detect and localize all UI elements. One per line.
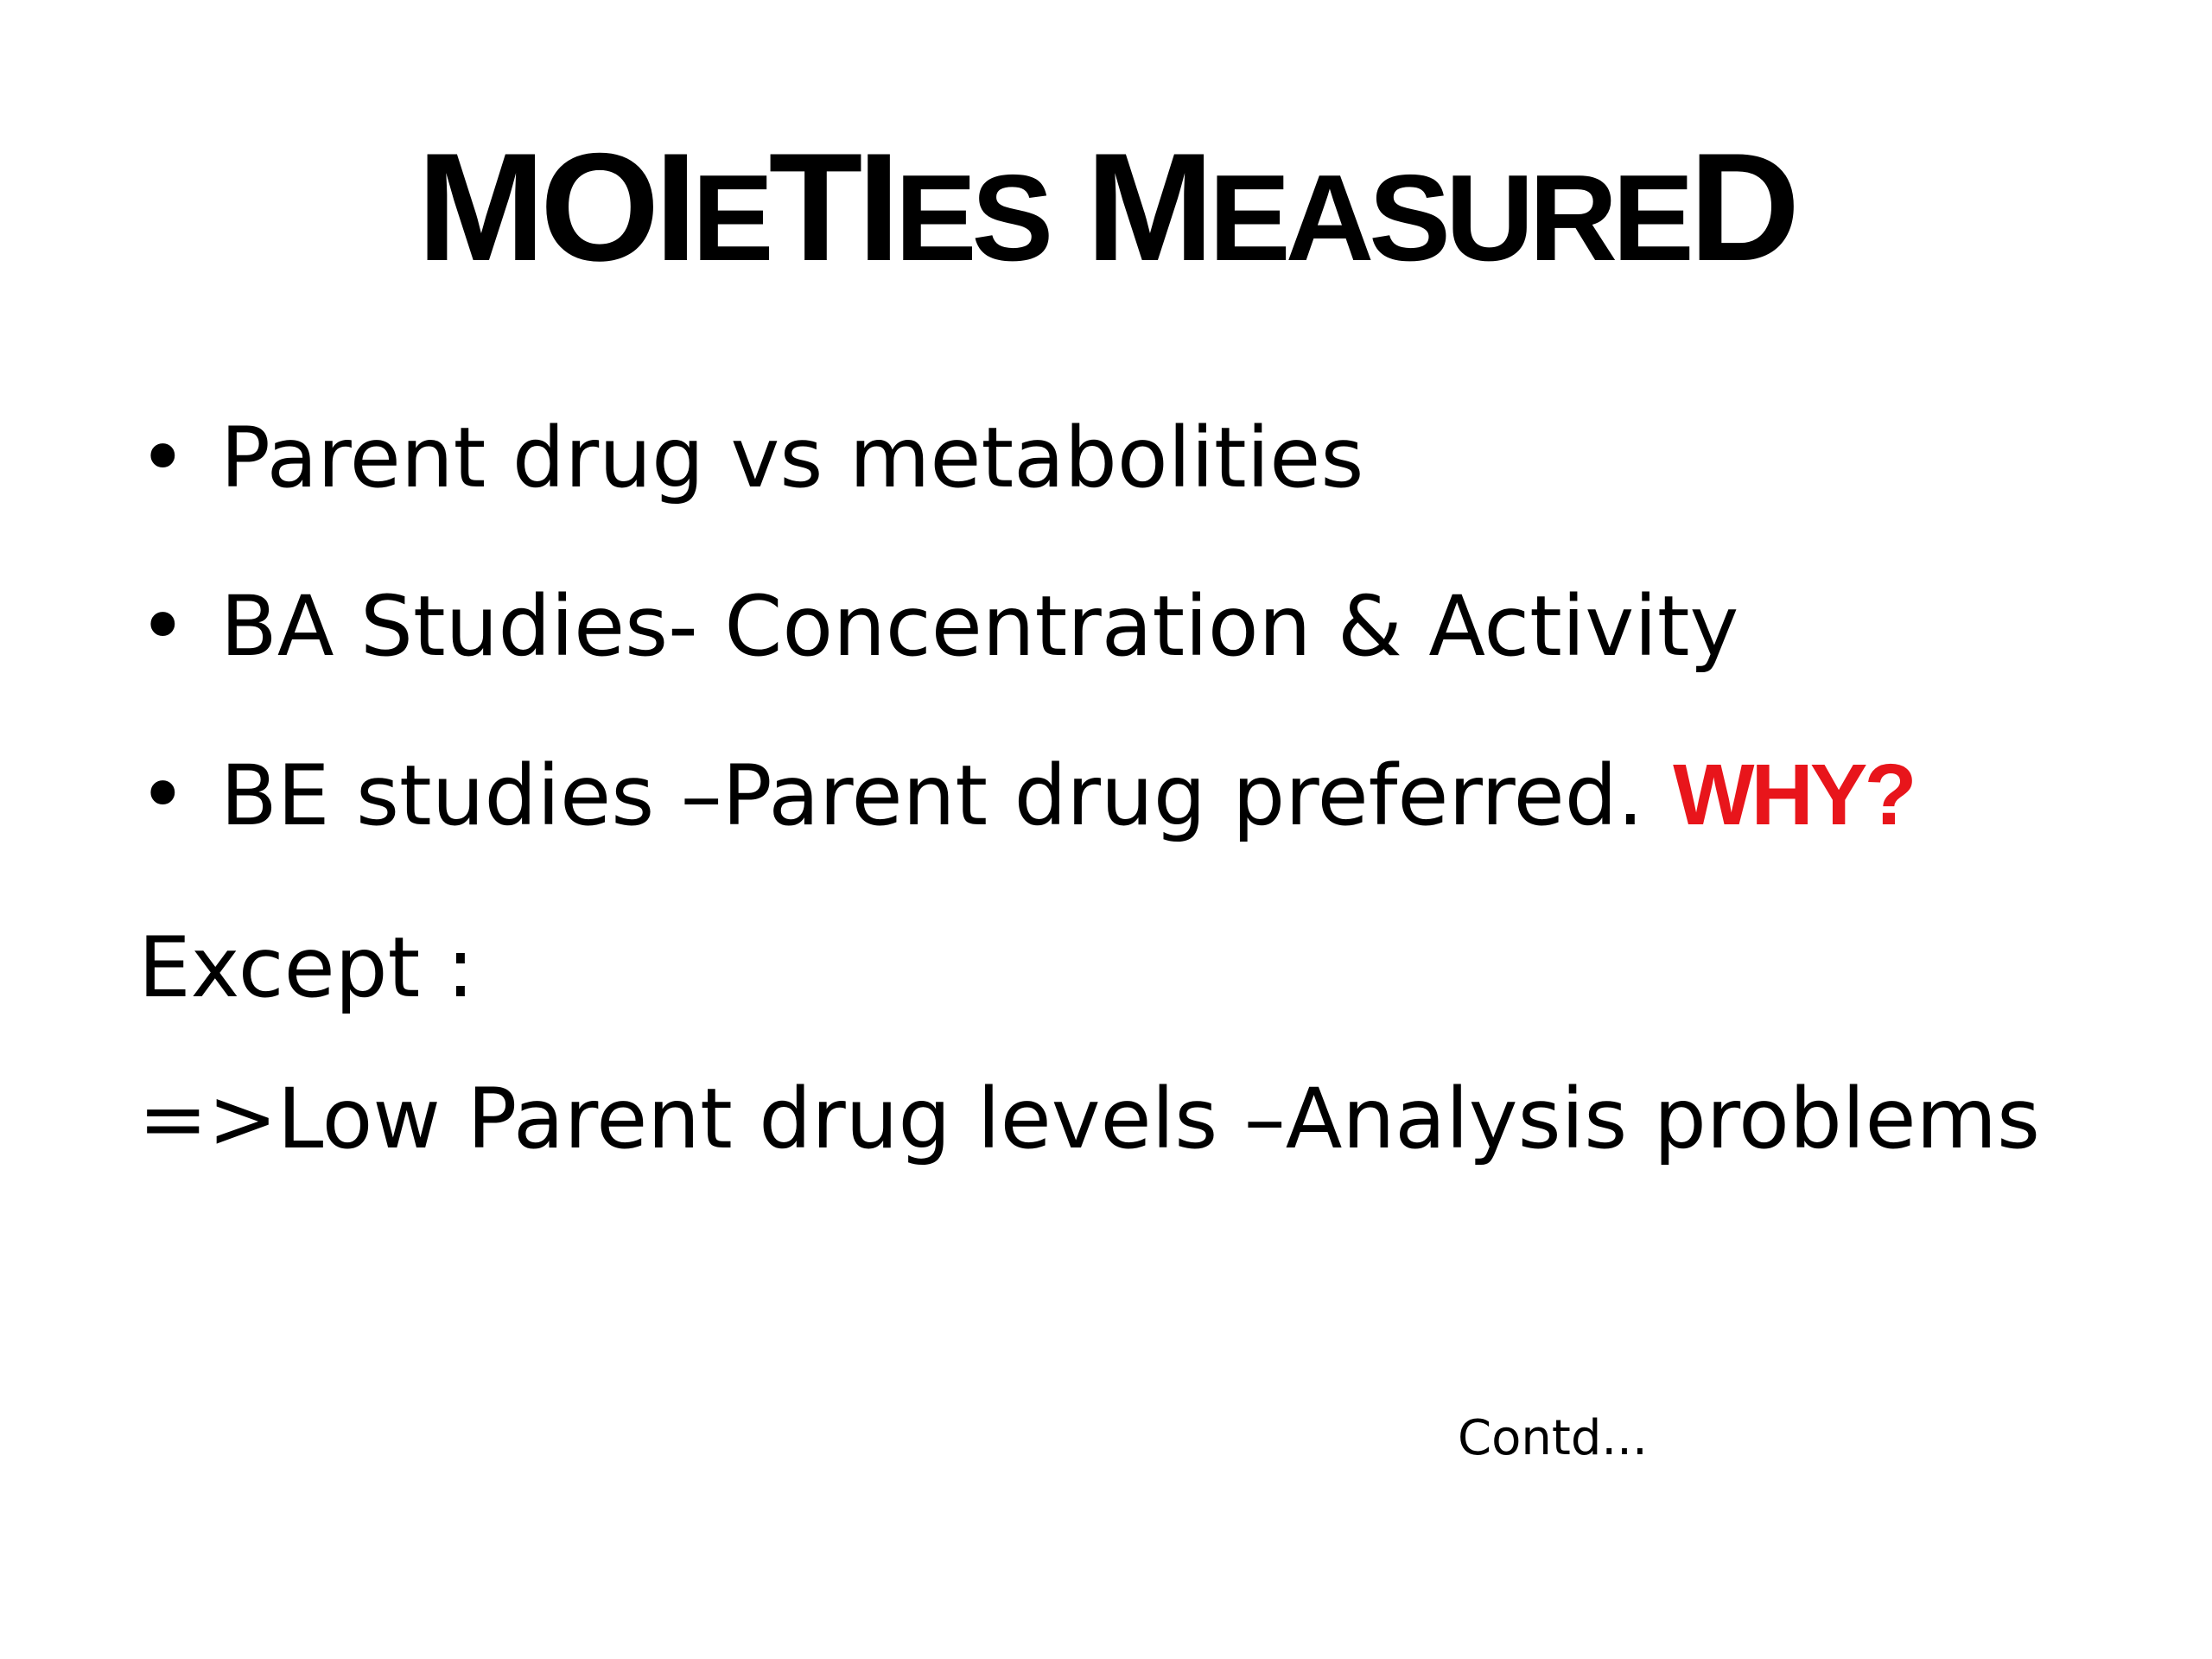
bullet-marker: • [138, 578, 188, 675]
title-segment: E [691, 149, 769, 287]
title-segment: EASURE [1208, 149, 1689, 287]
bullet-marker: • [138, 747, 188, 843]
title-segment: ES [894, 149, 1049, 287]
bullet-marker: • [138, 410, 188, 506]
except-label: Except : [138, 919, 475, 1016]
bullet-text: BA Studies- Concentration & Activity [220, 578, 1739, 675]
title-segment: I [654, 121, 692, 293]
bullet-text-container [220, 734, 1914, 856]
title-segment: M [1085, 121, 1209, 293]
continued-note: Contd... [1458, 1410, 1648, 1466]
exception-line: =>Low Parent drug levels –Analysis problems [138, 1071, 2041, 1167]
slide-title [0, 121, 2212, 296]
highlight-question: WHY? [1673, 747, 1914, 843]
title-segment: D [1688, 121, 1796, 293]
bullet-text: Parent drug vs metabolities [220, 410, 1364, 506]
title-space [1048, 121, 1085, 293]
title-segment: MO [416, 121, 655, 293]
bullet-text: BE studies –Parent drug preferred. [220, 747, 1644, 844]
title-segment: TI [768, 121, 895, 293]
